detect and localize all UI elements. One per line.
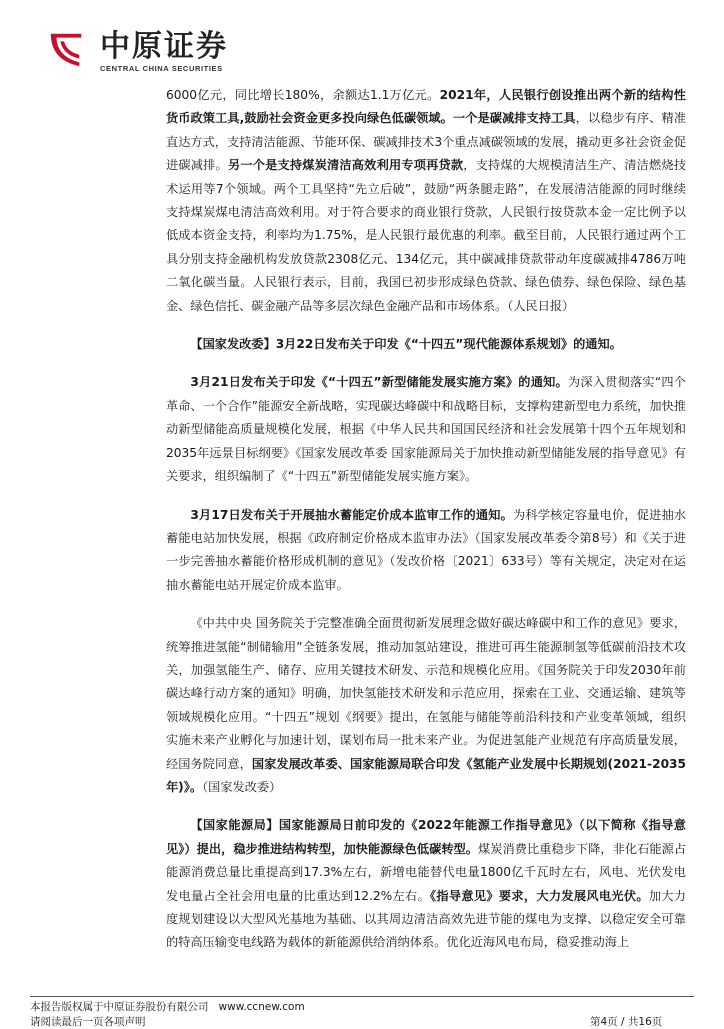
- text-run: 【国家发改委】3月22日发布关于印发《“十四五”现代能源体系规划》的通知。: [190, 337, 622, 352]
- company-logo-icon: [47, 30, 85, 68]
- page-header: [0, 0, 724, 80]
- footer-copyright: [30, 999, 305, 1014]
- paragraph-hydrogen-plan: [166, 612, 686, 799]
- page-number: 第4页 / 共16页: [590, 1016, 663, 1028]
- text-run: 3月21日发布关于印发《“十四五”新型储能发展实施方案》的通知。: [190, 375, 568, 390]
- website-link[interactable]: www.ccnew.com: [218, 1001, 305, 1013]
- text-run: 3月17日发布关于开展抽水蓄能定价成本监审工作的通知。: [190, 507, 514, 522]
- footer-disclaimer: 请阅读最后一页各项声明: [30, 1016, 146, 1028]
- text-run: 一个是碳减排支持工具: [452, 111, 576, 126]
- text-run: 【国家能源局】国家能源局日前印发的《2022年能源工作指导意见》（以下简称《指导意见》）提出，稳步推进结构转型，加快能源绿色低碳转型。: [166, 818, 686, 856]
- text-run: 为科学核定容量电价，促进抽水蓄能电站加快发展，根据《政府制定价格成本监审办法》（国家发展改革委令第8号）和《关于进一步完善抽水蓄能价格形成机制的意见》（发改价格〔2021〕633号）等有关规定，决定对在运抽水蓄能电站开展定价成本监审。: [166, 507, 686, 592]
- paragraph-green-finance: [166, 84, 686, 318]
- text-run: 6000亿元，同比增长180%，余额达1.1万亿元。: [166, 88, 440, 102]
- report-body: [166, 84, 686, 955]
- text-run: 煤炭消费比重稳步下降，非化石能源占能源消费总量比重提高到17.3%左右，新增电能替代电量1800亿千瓦时左右，风电、光伏发电发电量占全社会用电量的比重达到12.2%左右。: [166, 841, 687, 903]
- text-run: 为深入贯彻落实“四个革命、一个合作”能源安全新战略，实现碳达峰碳中和战略目标，支撑构建新型电力系统，加快推动新型储能高质量规模化发展，根据《中华人民共和国国民经济和社会发展第十四个五年规划和2035年远景目标纲要》《国家发展改革委 国家能源局关于加快推动新型储能发展的指导意见》有关要求，组织编制了《“十四五”新型储能发展实施方案》。: [166, 375, 686, 484]
- paragraph-pumped-storage: [166, 504, 686, 598]
- text-run: 国家发展改革委、国家能源局联合印发《氢能产业发展中长期规划(2021-2035年)》。: [166, 756, 687, 794]
- text-run: 2021年，人民银行创设推出两个新的结构性货币政策工具,鼓励社会资金更多投向绿色低碳领域。: [166, 88, 686, 126]
- text-run: ，以稳步有序、精准直达方式，支持清洁能源、节能环保、碳减排技术3个重点减碳领域的发展，撬动更多社会资金促进碳减排。: [166, 111, 687, 173]
- text-run: 《指导意见》要求，大力发展风电光伏。: [429, 888, 649, 903]
- paragraph-new-energy-storage: [166, 371, 686, 488]
- text-run: 《中共中央 国务院关于完整准确全面贯彻新发展理念做好碳达峰碳中和工作的意见》要求，统筹推进氢能“制储输用”全链条发展，推动加氢站建设，推进可再生能源制氢等低碳前沿技术攻关，加强氢能生产、储存、应用关键技术研发、示范和规模化应用。《国务院关于印发2030年前碳达峰行动方案的通知》明确，加快氢能技术研发和示范应用，探索在工业、交通运输、建筑等领域规模化应用。“十四五”规划《纲要》提出，在氢能与储能等前沿科技和产业变革领域，组织实施未来产业孵化与加速计划，谋划布局一批未来产业。为促进氢能产业规范有序高质量发展，经国务院同意，: [166, 616, 686, 771]
- footer-divider: [30, 996, 694, 997]
- text-run: 加大力度规划建设以大型风光基地为基础、以其周边清洁高效先进节能的煤电为支撑、以稳定安全可靠的特高压输变电线路为载体的新能源供给消纳体系。优化近海风电布局，稳妥推动海上: [166, 888, 686, 950]
- paragraph-ndrc-energy-system: [166, 333, 686, 356]
- company-name-cn: 中原证券: [100, 29, 228, 64]
- text-run: （国家发改委）: [202, 779, 282, 794]
- paragraph-nea-guidance: [166, 814, 686, 954]
- text-run: ，支持煤的大规模清洁生产、清洁燃烧技术运用等7个领域。两个工具坚持“先立后破”，鼓励“两条腿走路”，在发展清洁能源的同时继续支持煤炭煤电清洁高效利用。对于符合要求的商业银行贷款，人民银行按贷款本金一定比例予以低成本资金支持，利率均为1.75%，是人民银行最优惠的利率。截至目前，人民银行通过两个工具分别支持金融机构发放贷款2308亿元、134亿元，其中碳减排贷款带动年度碳减排4786万吨二氧化碳当量。人民银行表示，目前，我国已初步形成绿色贷款、绿色债券、绿色保险、绿色基金、绿色信托、碳金融产品等多层次绿色金融产品和市场体系。（人民日报）: [166, 158, 687, 313]
- copyright-text: 本报告版权属于中原证券股份有限公司: [30, 1001, 209, 1013]
- text-run: 另一个是支持煤炭清洁高效利用专项再贷款: [227, 158, 464, 173]
- company-name-en: CENTRAL CHINA SECURITIES: [100, 64, 223, 73]
